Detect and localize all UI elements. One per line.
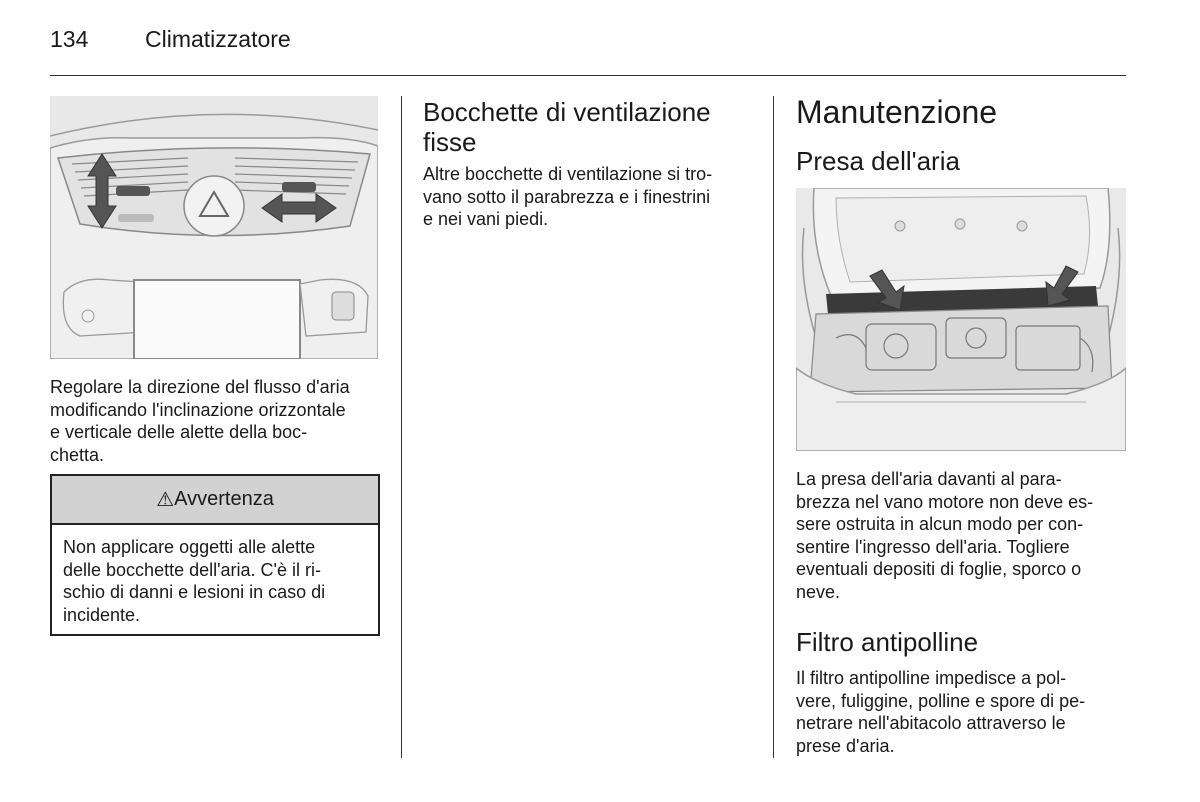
warning-title: Avvertenza: [174, 488, 274, 510]
header-rule: [50, 75, 1126, 76]
vent-direction-line: modificando l'inclinazione orizzontale: [50, 399, 346, 420]
warning-line: delle bocchette dell'aria. C'è il ri-: [63, 559, 321, 580]
air-intake-paragraph: [796, 468, 1093, 604]
vent-direction-line: chetta.: [50, 444, 105, 465]
heading-line: fisse: [423, 127, 477, 157]
warning-line: Non applicare oggetti alle alette: [63, 537, 316, 557]
warning-header: [52, 476, 378, 525]
warning-line: schio di danni e lesioni in caso di: [63, 582, 326, 603]
pollen-filter-paragraph: [796, 667, 1085, 757]
chapter-title: Climatizzatore: [145, 26, 291, 52]
column-divider-1: [401, 96, 402, 758]
fixed-vents-line: e nei vani piedi.: [423, 209, 549, 230]
vent-direction-line: e verticale delle alette della boc-: [50, 422, 308, 443]
air-intake-line: brezza nel vano motore non deve es-: [796, 491, 1094, 512]
fixed-vents-line: vano sotto il parabrezza e i finestrini: [423, 186, 711, 207]
column-divider-2: [773, 96, 774, 758]
pollen-filter-line: prese d'aria.: [796, 735, 895, 756]
warning-line: incidente.: [63, 604, 141, 625]
warning-box: [50, 474, 380, 636]
air-intake-line: sere ostruita in alcun modo per con-: [796, 514, 1084, 535]
air-intake-line: neve.: [796, 581, 841, 602]
air-intake-heading: Presa dell'aria: [796, 146, 960, 176]
page-number: 134: [50, 26, 89, 52]
air-intake-line: La presa dell'aria davanti al para-: [796, 469, 1062, 489]
warning-text: [52, 525, 378, 626]
page-header: [50, 26, 291, 53]
maintenance-heading: Manutenzione: [796, 94, 998, 130]
vent-direction-paragraph: [50, 376, 350, 466]
pollen-filter-line: Il filtro antipolline impedisce a pol-: [796, 668, 1067, 688]
air-intake-line: eventuali depositi di foglie, sporco o: [796, 559, 1082, 580]
pollen-filter-line: netrare nell'abitacolo attraverso le: [796, 713, 1066, 734]
pollen-filter-line: vere, fuliggine, polline e spore di pe-: [796, 690, 1086, 711]
warning-triangle-icon: ⚠: [156, 489, 175, 511]
fixed-vents-line: Altre bocchette di ventilazione si tro-: [423, 164, 713, 184]
fixed-vents-paragraph: [423, 163, 712, 231]
air-intake-line: sentire l'ingresso dell'aria. Togliere: [796, 536, 1070, 557]
fixed-vents-heading: [423, 97, 711, 157]
engine-bay-illustration: [796, 188, 1126, 451]
air-vent-illustration: [50, 96, 378, 359]
heading-line: Bocchette di ventilazione: [423, 97, 711, 127]
vent-direction-line: Regolare la direzione del flusso d'aria: [50, 377, 350, 397]
pollen-filter-heading: Filtro antipolline: [796, 627, 979, 657]
